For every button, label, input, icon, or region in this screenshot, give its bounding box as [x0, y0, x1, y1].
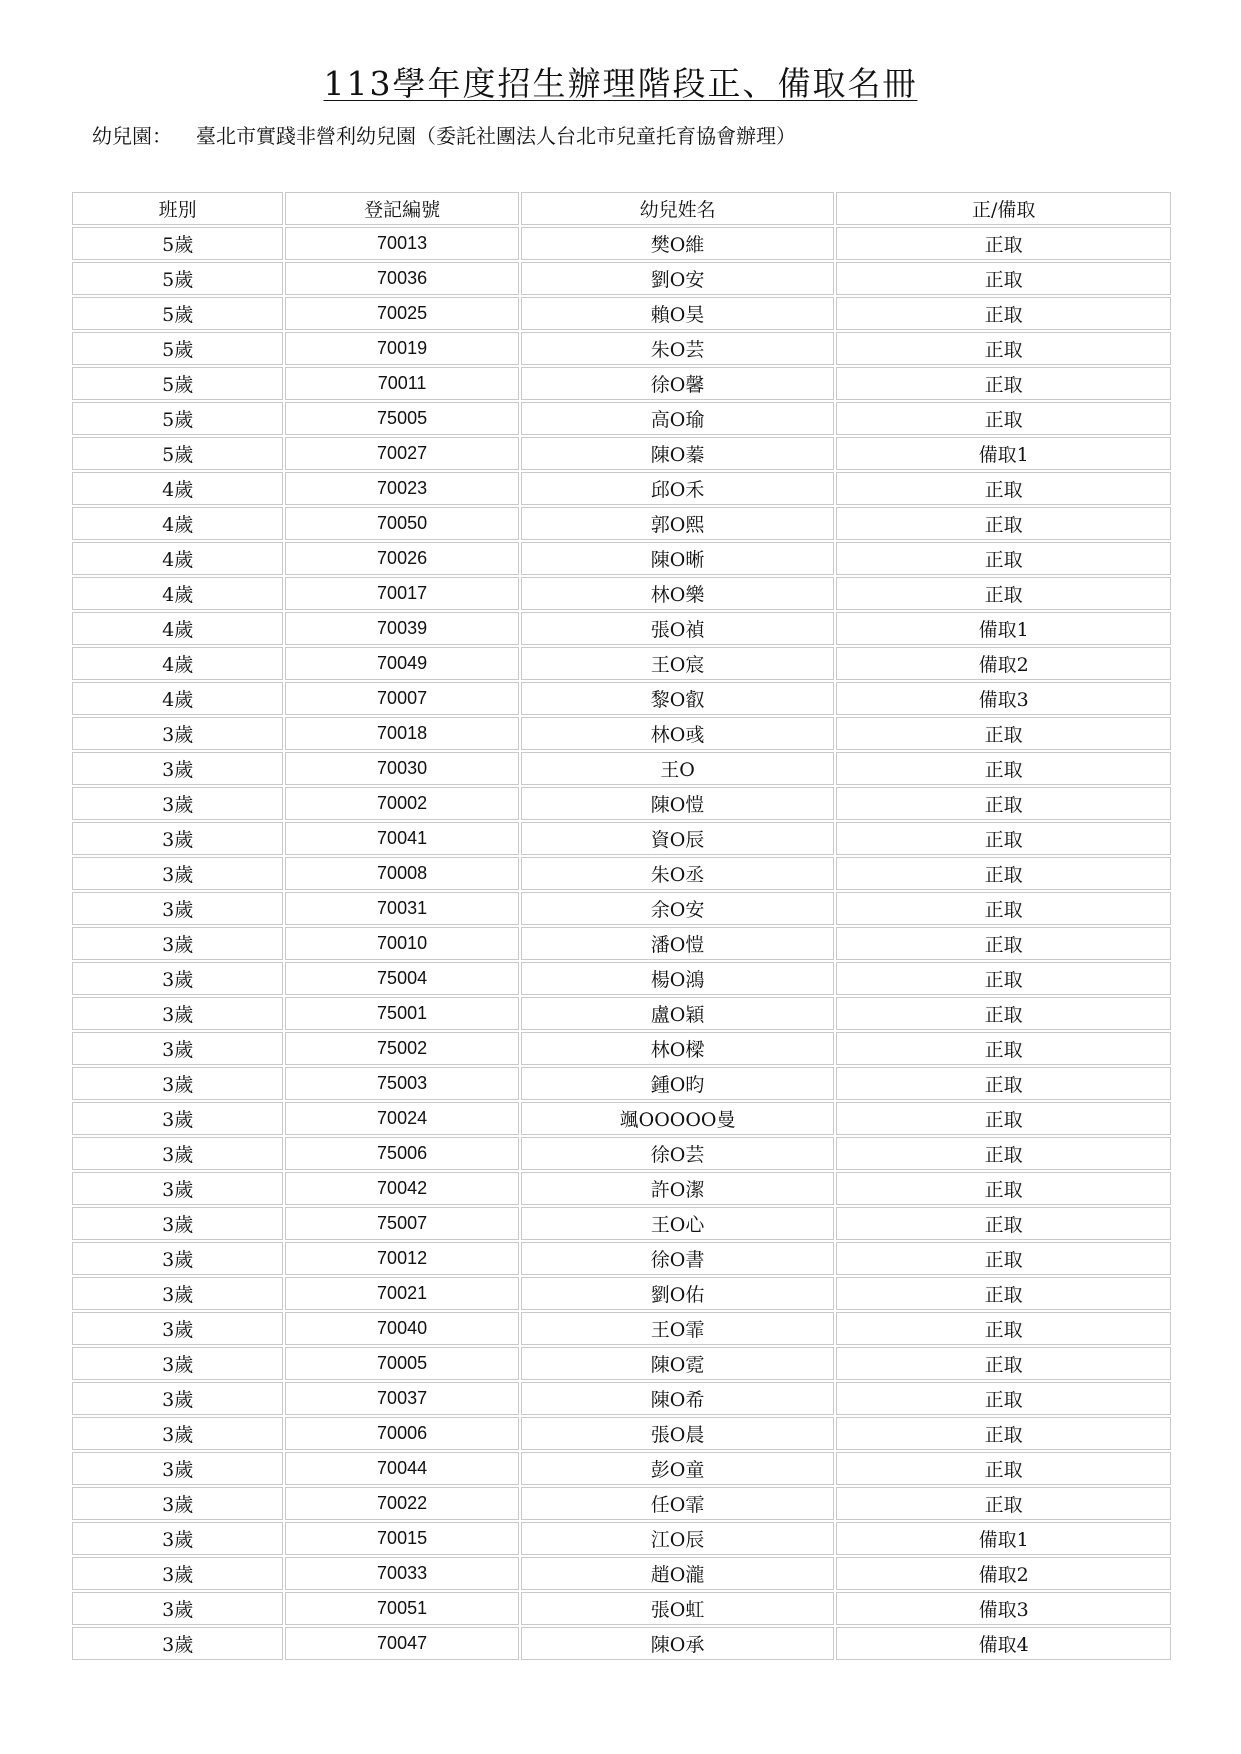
cell-class: 3歲	[72, 1312, 283, 1345]
cell-class: 3歲	[72, 822, 283, 855]
table-body	[72, 227, 1171, 1660]
cell-admission-status: 正取	[836, 1382, 1171, 1415]
cell-registration-number: 75003	[285, 1067, 518, 1100]
cell-class: 3歲	[72, 997, 283, 1030]
cell-registration-number: 70050	[285, 507, 518, 540]
cell-class: 3歲	[72, 1032, 283, 1065]
header-registration-number: 登記編號	[285, 192, 518, 225]
table-row	[72, 1172, 1171, 1205]
cell-child-name: 鍾O昀	[521, 1067, 835, 1100]
cell-child-name: 林O樂	[521, 577, 835, 610]
table-row	[72, 437, 1171, 470]
cell-class: 3歲	[72, 1347, 283, 1380]
cell-child-name: 王O霏	[521, 1312, 835, 1345]
table-row	[72, 1417, 1171, 1450]
cell-registration-number: 70027	[285, 437, 518, 470]
table-row	[72, 1067, 1171, 1100]
cell-admission-status: 正取	[836, 717, 1171, 750]
cell-registration-number: 70006	[285, 1417, 518, 1450]
cell-child-name: 黎O叡	[521, 682, 835, 715]
cell-admission-status: 正取	[836, 962, 1171, 995]
table-row	[72, 542, 1171, 575]
cell-admission-status: 正取	[836, 1277, 1171, 1310]
cell-admission-status: 正取	[836, 402, 1171, 435]
cell-registration-number: 70011	[285, 367, 518, 400]
cell-class: 3歲	[72, 1557, 283, 1590]
cell-registration-number: 75004	[285, 962, 518, 995]
cell-registration-number: 70037	[285, 1382, 518, 1415]
school-label: 幼兒園：	[92, 124, 172, 148]
cell-class: 3歲	[72, 1382, 283, 1415]
cell-admission-status: 正取	[836, 1452, 1171, 1485]
header-child-name: 幼兒姓名	[521, 192, 835, 225]
cell-admission-status: 正取	[836, 892, 1171, 925]
cell-class: 3歲	[72, 1592, 283, 1625]
cell-class: 4歲	[72, 472, 283, 505]
table-row	[72, 647, 1171, 680]
cell-admission-status: 正取	[836, 1172, 1171, 1205]
cell-registration-number: 70008	[285, 857, 518, 890]
cell-registration-number: 70025	[285, 297, 518, 330]
cell-child-name: 楊O鴻	[521, 962, 835, 995]
cell-class: 3歲	[72, 1522, 283, 1555]
cell-class: 5歲	[72, 402, 283, 435]
table-row	[72, 857, 1171, 890]
cell-class: 4歲	[72, 647, 283, 680]
cell-admission-status: 備取1	[836, 612, 1171, 645]
cell-admission-status: 正取	[836, 297, 1171, 330]
cell-child-name: 王O宸	[521, 647, 835, 680]
enrollment-table	[70, 190, 1173, 1662]
cell-child-name: 賴O昊	[521, 297, 835, 330]
cell-registration-number: 70030	[285, 752, 518, 785]
cell-registration-number: 70021	[285, 1277, 518, 1310]
cell-registration-number: 70022	[285, 1487, 518, 1520]
cell-registration-number: 75001	[285, 997, 518, 1030]
cell-class: 4歲	[72, 577, 283, 610]
cell-registration-number: 70047	[285, 1627, 518, 1660]
cell-class: 3歲	[72, 1452, 283, 1485]
table-row	[72, 402, 1171, 435]
header-class: 班別	[72, 192, 283, 225]
cell-admission-status: 正取	[836, 367, 1171, 400]
table-row	[72, 1137, 1171, 1170]
cell-class: 3歲	[72, 1277, 283, 1310]
cell-child-name: 朱O丞	[521, 857, 835, 890]
cell-child-name: 朱O芸	[521, 332, 835, 365]
cell-class: 3歲	[72, 717, 283, 750]
cell-registration-number: 70042	[285, 1172, 518, 1205]
cell-admission-status: 正取	[836, 1207, 1171, 1240]
cell-admission-status: 正取	[836, 1417, 1171, 1450]
table-row	[72, 682, 1171, 715]
cell-admission-status: 正取	[836, 927, 1171, 960]
cell-registration-number: 70002	[285, 787, 518, 820]
table-row	[72, 297, 1171, 330]
cell-class: 5歲	[72, 437, 283, 470]
table-row	[72, 227, 1171, 260]
cell-registration-number: 70012	[285, 1242, 518, 1275]
table-row	[72, 367, 1171, 400]
table-row	[72, 262, 1171, 295]
cell-registration-number: 70033	[285, 1557, 518, 1590]
cell-class: 3歲	[72, 1627, 283, 1660]
table-row	[72, 1592, 1171, 1625]
table-row	[72, 1277, 1171, 1310]
cell-child-name: 任O霏	[521, 1487, 835, 1520]
cell-admission-status: 正取	[836, 1487, 1171, 1520]
cell-admission-status: 正取	[836, 787, 1171, 820]
cell-registration-number: 70031	[285, 892, 518, 925]
cell-registration-number: 70019	[285, 332, 518, 365]
cell-class: 3歲	[72, 752, 283, 785]
cell-admission-status: 正取	[836, 857, 1171, 890]
cell-admission-status: 備取2	[836, 1557, 1171, 1590]
cell-registration-number: 75005	[285, 402, 518, 435]
header-admission-status: 正/備取	[836, 192, 1171, 225]
cell-admission-status: 正取	[836, 507, 1171, 540]
cell-child-name: 劉O佑	[521, 1277, 835, 1310]
cell-registration-number: 70007	[285, 682, 518, 715]
cell-child-name: 邱O禾	[521, 472, 835, 505]
school-line	[92, 120, 796, 149]
school-name: 臺北市實踐非營利幼兒園（委託社團法人台北市兒童托育協會辦理）	[196, 124, 796, 148]
cell-registration-number: 70018	[285, 717, 518, 750]
cell-class: 3歲	[72, 857, 283, 890]
cell-class: 3歲	[72, 1102, 283, 1135]
cell-child-name: 颯OOOOO曼	[521, 1102, 835, 1135]
cell-registration-number: 70051	[285, 1592, 518, 1625]
cell-child-name: 徐O書	[521, 1242, 835, 1275]
cell-admission-status: 備取3	[836, 1592, 1171, 1625]
table-row	[72, 717, 1171, 750]
cell-child-name: 高O瑜	[521, 402, 835, 435]
table-row	[72, 1347, 1171, 1380]
table-row	[72, 1487, 1171, 1520]
table-row	[72, 997, 1171, 1030]
cell-child-name: 資O辰	[521, 822, 835, 855]
cell-class: 3歲	[72, 1137, 283, 1170]
cell-admission-status: 正取	[836, 542, 1171, 575]
document-title	[0, 58, 1241, 105]
table-row	[72, 612, 1171, 645]
cell-registration-number: 70041	[285, 822, 518, 855]
cell-child-name: 林O樑	[521, 1032, 835, 1065]
table-row	[72, 892, 1171, 925]
cell-class: 5歲	[72, 262, 283, 295]
cell-child-name: 陳O霓	[521, 1347, 835, 1380]
cell-class: 3歲	[72, 1172, 283, 1205]
cell-admission-status: 備取4	[836, 1627, 1171, 1660]
cell-registration-number: 70026	[285, 542, 518, 575]
table-row	[72, 507, 1171, 540]
cell-class: 4歲	[72, 682, 283, 715]
cell-class: 3歲	[72, 927, 283, 960]
cell-admission-status: 正取	[836, 472, 1171, 505]
table-row	[72, 1102, 1171, 1135]
table-row	[72, 962, 1171, 995]
cell-admission-status: 備取1	[836, 1522, 1171, 1555]
cell-class: 3歲	[72, 1417, 283, 1450]
cell-admission-status: 正取	[836, 332, 1171, 365]
cell-class: 5歲	[72, 367, 283, 400]
table-row	[72, 332, 1171, 365]
cell-class: 3歲	[72, 1067, 283, 1100]
cell-admission-status: 正取	[836, 1137, 1171, 1170]
cell-admission-status: 正取	[836, 997, 1171, 1030]
cell-child-name: 許O潔	[521, 1172, 835, 1205]
cell-child-name: 張O禎	[521, 612, 835, 645]
table-row	[72, 1627, 1171, 1660]
cell-admission-status: 正取	[836, 822, 1171, 855]
cell-class: 4歲	[72, 542, 283, 575]
document-title-text: 113學年度招生辦理階段正、備取名冊	[323, 64, 918, 103]
cell-class: 3歲	[72, 1207, 283, 1240]
cell-child-name: 陳O晰	[521, 542, 835, 575]
cell-registration-number: 70010	[285, 927, 518, 960]
cell-registration-number: 70036	[285, 262, 518, 295]
cell-registration-number: 75002	[285, 1032, 518, 1065]
cell-admission-status: 備取2	[836, 647, 1171, 680]
cell-registration-number: 70023	[285, 472, 518, 505]
cell-admission-status: 備取1	[836, 437, 1171, 470]
cell-child-name: 潘O愷	[521, 927, 835, 960]
cell-admission-status: 正取	[836, 1347, 1171, 1380]
cell-child-name: 王O	[521, 752, 835, 785]
cell-child-name: 陳O蓁	[521, 437, 835, 470]
cell-child-name: 陳O承	[521, 1627, 835, 1660]
table-header-row	[72, 192, 1171, 225]
cell-class: 3歲	[72, 1487, 283, 1520]
cell-class: 5歲	[72, 227, 283, 260]
cell-class: 3歲	[72, 892, 283, 925]
table-row	[72, 752, 1171, 785]
cell-class: 4歲	[72, 612, 283, 645]
cell-admission-status: 正取	[836, 1067, 1171, 1100]
table-row	[72, 577, 1171, 610]
cell-child-name: 張O晨	[521, 1417, 835, 1450]
cell-child-name: 陳O愷	[521, 787, 835, 820]
cell-registration-number: 75006	[285, 1137, 518, 1170]
cell-admission-status: 正取	[836, 1312, 1171, 1345]
cell-registration-number: 70015	[285, 1522, 518, 1555]
table-row	[72, 1207, 1171, 1240]
cell-registration-number: 70039	[285, 612, 518, 645]
table-row	[72, 1032, 1171, 1065]
table-row	[72, 1242, 1171, 1275]
cell-admission-status: 正取	[836, 1242, 1171, 1275]
cell-child-name: 郭O熙	[521, 507, 835, 540]
cell-child-name: 余O安	[521, 892, 835, 925]
cell-admission-status: 備取3	[836, 682, 1171, 715]
table-row	[72, 1522, 1171, 1555]
cell-admission-status: 正取	[836, 1102, 1171, 1135]
table-row	[72, 1312, 1171, 1345]
cell-registration-number: 70049	[285, 647, 518, 680]
cell-child-name: 彭O童	[521, 1452, 835, 1485]
cell-class: 4歲	[72, 507, 283, 540]
cell-child-name: 陳O希	[521, 1382, 835, 1415]
cell-admission-status: 正取	[836, 227, 1171, 260]
cell-registration-number: 75007	[285, 1207, 518, 1240]
table-row	[72, 1452, 1171, 1485]
table-row	[72, 1557, 1171, 1590]
cell-admission-status: 正取	[836, 1032, 1171, 1065]
cell-child-name: 徐O芸	[521, 1137, 835, 1170]
cell-class: 3歲	[72, 1242, 283, 1275]
cell-registration-number: 70017	[285, 577, 518, 610]
table-row	[72, 927, 1171, 960]
cell-class: 3歲	[72, 787, 283, 820]
cell-child-name: 江O辰	[521, 1522, 835, 1555]
cell-registration-number: 70013	[285, 227, 518, 260]
cell-registration-number: 70005	[285, 1347, 518, 1380]
cell-admission-status: 正取	[836, 752, 1171, 785]
cell-child-name: 趙O瀧	[521, 1557, 835, 1590]
cell-registration-number: 70040	[285, 1312, 518, 1345]
cell-child-name: 劉O安	[521, 262, 835, 295]
cell-admission-status: 正取	[836, 577, 1171, 610]
cell-registration-number: 70024	[285, 1102, 518, 1135]
cell-registration-number: 70044	[285, 1452, 518, 1485]
cell-child-name: 張O虹	[521, 1592, 835, 1625]
cell-child-name: 徐O馨	[521, 367, 835, 400]
cell-child-name: 樊O維	[521, 227, 835, 260]
cell-child-name: 林O彧	[521, 717, 835, 750]
cell-class: 5歲	[72, 332, 283, 365]
cell-admission-status: 正取	[836, 262, 1171, 295]
table-row	[72, 822, 1171, 855]
table-row	[72, 472, 1171, 505]
table-row	[72, 1382, 1171, 1415]
table-row	[72, 787, 1171, 820]
cell-child-name: 王O心	[521, 1207, 835, 1240]
cell-class: 3歲	[72, 962, 283, 995]
cell-child-name: 盧O穎	[521, 997, 835, 1030]
cell-class: 5歲	[72, 297, 283, 330]
